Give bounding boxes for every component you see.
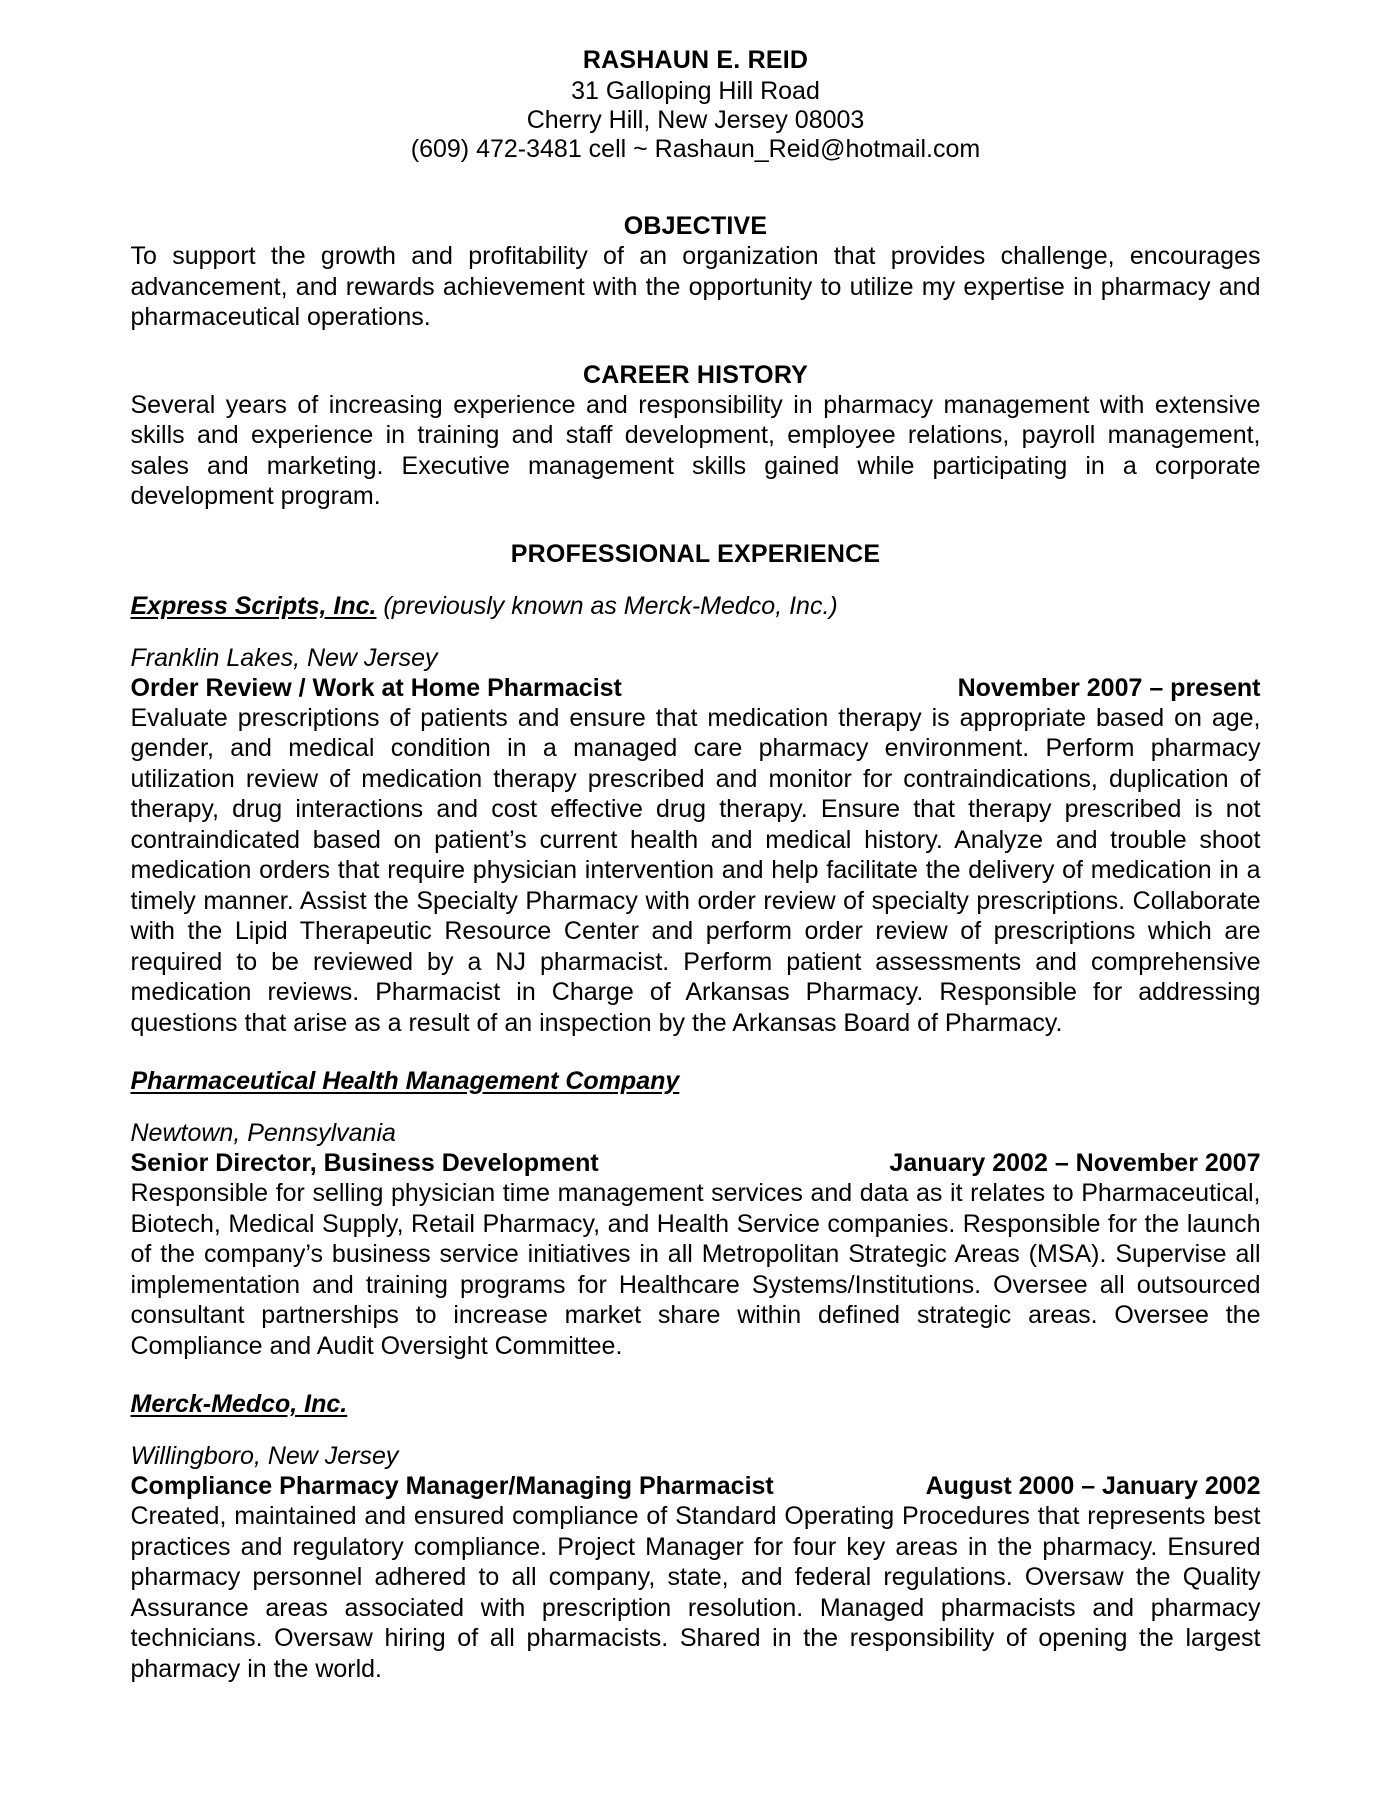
employer-name: Merck-Medco, Inc. xyxy=(130,1390,348,1418)
job-location: Willingboro, New Jersey xyxy=(130,1442,399,1470)
spacer xyxy=(131,1096,1261,1118)
spacer xyxy=(131,1361,1261,1389)
job-title: Order Review / Work at Home Pharmacist xyxy=(130,673,622,702)
job-title-row xyxy=(131,673,1261,703)
spacer xyxy=(131,621,1261,643)
employer-note: (previously known as Merck-Medco, Inc.) xyxy=(383,591,838,620)
job-description: Responsible for selling physician time management services and data as it relates to Pharmaceutical, Biotech, Medical Supply, Retail Pharmacy, and Health Service companies. Responsible for the launch of the company’s business service initiatives in all Metropolitan Strategic Areas (MSA). Supervise all implementation and training programs for Healthcare Systems/Institutions. Oversee all outsourced consultant partnerships to increase market share within defined strategic areas. Oversee the Compliance and Audit Oversight Committee. xyxy=(130,1179,1261,1360)
spacer xyxy=(131,164,1261,212)
spacer xyxy=(131,569,1261,591)
job-dates: January 2002 – November 2007 xyxy=(889,1149,1261,1177)
job-description: Created, maintained and ensured compliance of Standard Operating Procedures that represents best practices and regulatory compliance. Project Manager for four key areas in the pharmacy. Ensured pharmacy personnel adhered to all company, state, and federal regulations. Oversaw the Quality Assurance areas associated with prescription resolution. Managed pharmacists and pharmacy technicians. Oversaw hiring of all pharmacists. Shared in the responsibility of opening the largest pharmacy in the world. xyxy=(130,1502,1261,1683)
address-line-1: 31 Galloping Hill Road xyxy=(571,77,820,105)
section-heading-professional-experience: PROFESSIONAL EXPERIENCE xyxy=(510,539,881,568)
spacer xyxy=(131,1419,1261,1441)
section-heading-objective: OBJECTIVE xyxy=(623,212,768,240)
address-line-2: Cherry Hill, New Jersey 08003 xyxy=(526,106,865,134)
job-dates: August 2000 – January 2002 xyxy=(925,1472,1261,1500)
spacer xyxy=(131,512,1261,540)
employer-heading xyxy=(131,591,1261,621)
job-location: Newtown, Pennsylvania xyxy=(130,1119,396,1147)
contact-line: (609) 472-3481 cell ~ Rashaun_Reid@hotmail.com xyxy=(410,135,981,163)
resume-sheet xyxy=(131,46,1261,1684)
job-title-row xyxy=(131,1471,1261,1501)
candidate-name: RASHAUN E. REID xyxy=(582,46,809,74)
job-entry xyxy=(131,591,1261,1039)
employer-name: Pharmaceutical Health Management Company xyxy=(130,1067,680,1095)
objective-text: To support the growth and profitability of an organization that provides challenge, encourages advancement, and rewards achievement with the opportunity to utilize my expertise in pharmacy and pharmaceutical operations. xyxy=(130,242,1261,331)
job-title: Compliance Pharmacy Manager/Managing Pharmacist xyxy=(130,1472,774,1500)
job-entry xyxy=(131,1389,1261,1684)
employer-heading xyxy=(131,1066,1261,1096)
resume-header xyxy=(131,46,1261,164)
spacer xyxy=(131,333,1261,361)
job-dates: November 2007 – present xyxy=(957,673,1261,702)
job-entry xyxy=(131,1066,1261,1361)
job-location: Franklin Lakes, New Jersey xyxy=(130,643,438,672)
job-title: Senior Director, Business Development xyxy=(130,1149,599,1177)
job-description: Evaluate prescriptions of patients and ensure that medication therapy is appropriate based on age, gender, and medical condition in a managed care pharmacy environment. Perform pharmacy utilization review of medication therapy prescribed and monitor for contraindications, duplication of therapy, drug interactions and cost effective drug therapy. Ensure that therapy prescribed is not contraindicated based on patient’s current health and medical history. Analyze and trouble shoot medication orders that require physician intervention and help facilitate the delivery of medication in a timely manner. Assist the Specialty Pharmacy with order review of specialty prescriptions. Collaborate with the Lipid Therapeutic Resource Center and perform order review of prescriptions which are required to be reviewed by a NJ pharmacist. Perform patient assessments and comprehensive medication reviews. Pharmacist in Charge of Arkansas Pharmacy. Responsible for addressing questions that arise as a result of an inspection by the Arkansas Board of Pharmacy. xyxy=(130,703,1261,1037)
employer-heading xyxy=(131,1389,1261,1419)
job-title-row xyxy=(131,1148,1261,1178)
spacer xyxy=(131,1038,1261,1066)
career-history-text: Several years of increasing experience and responsibility in pharmacy management with extensive skills and experience in training and staff development, employee relations, payroll management, sales and marketing. Executive management skills gained while participating in a corporate development program. xyxy=(130,390,1261,510)
employer-name: Express Scripts, Inc. xyxy=(130,591,377,620)
section-heading-career-history: CAREER HISTORY xyxy=(582,360,809,389)
